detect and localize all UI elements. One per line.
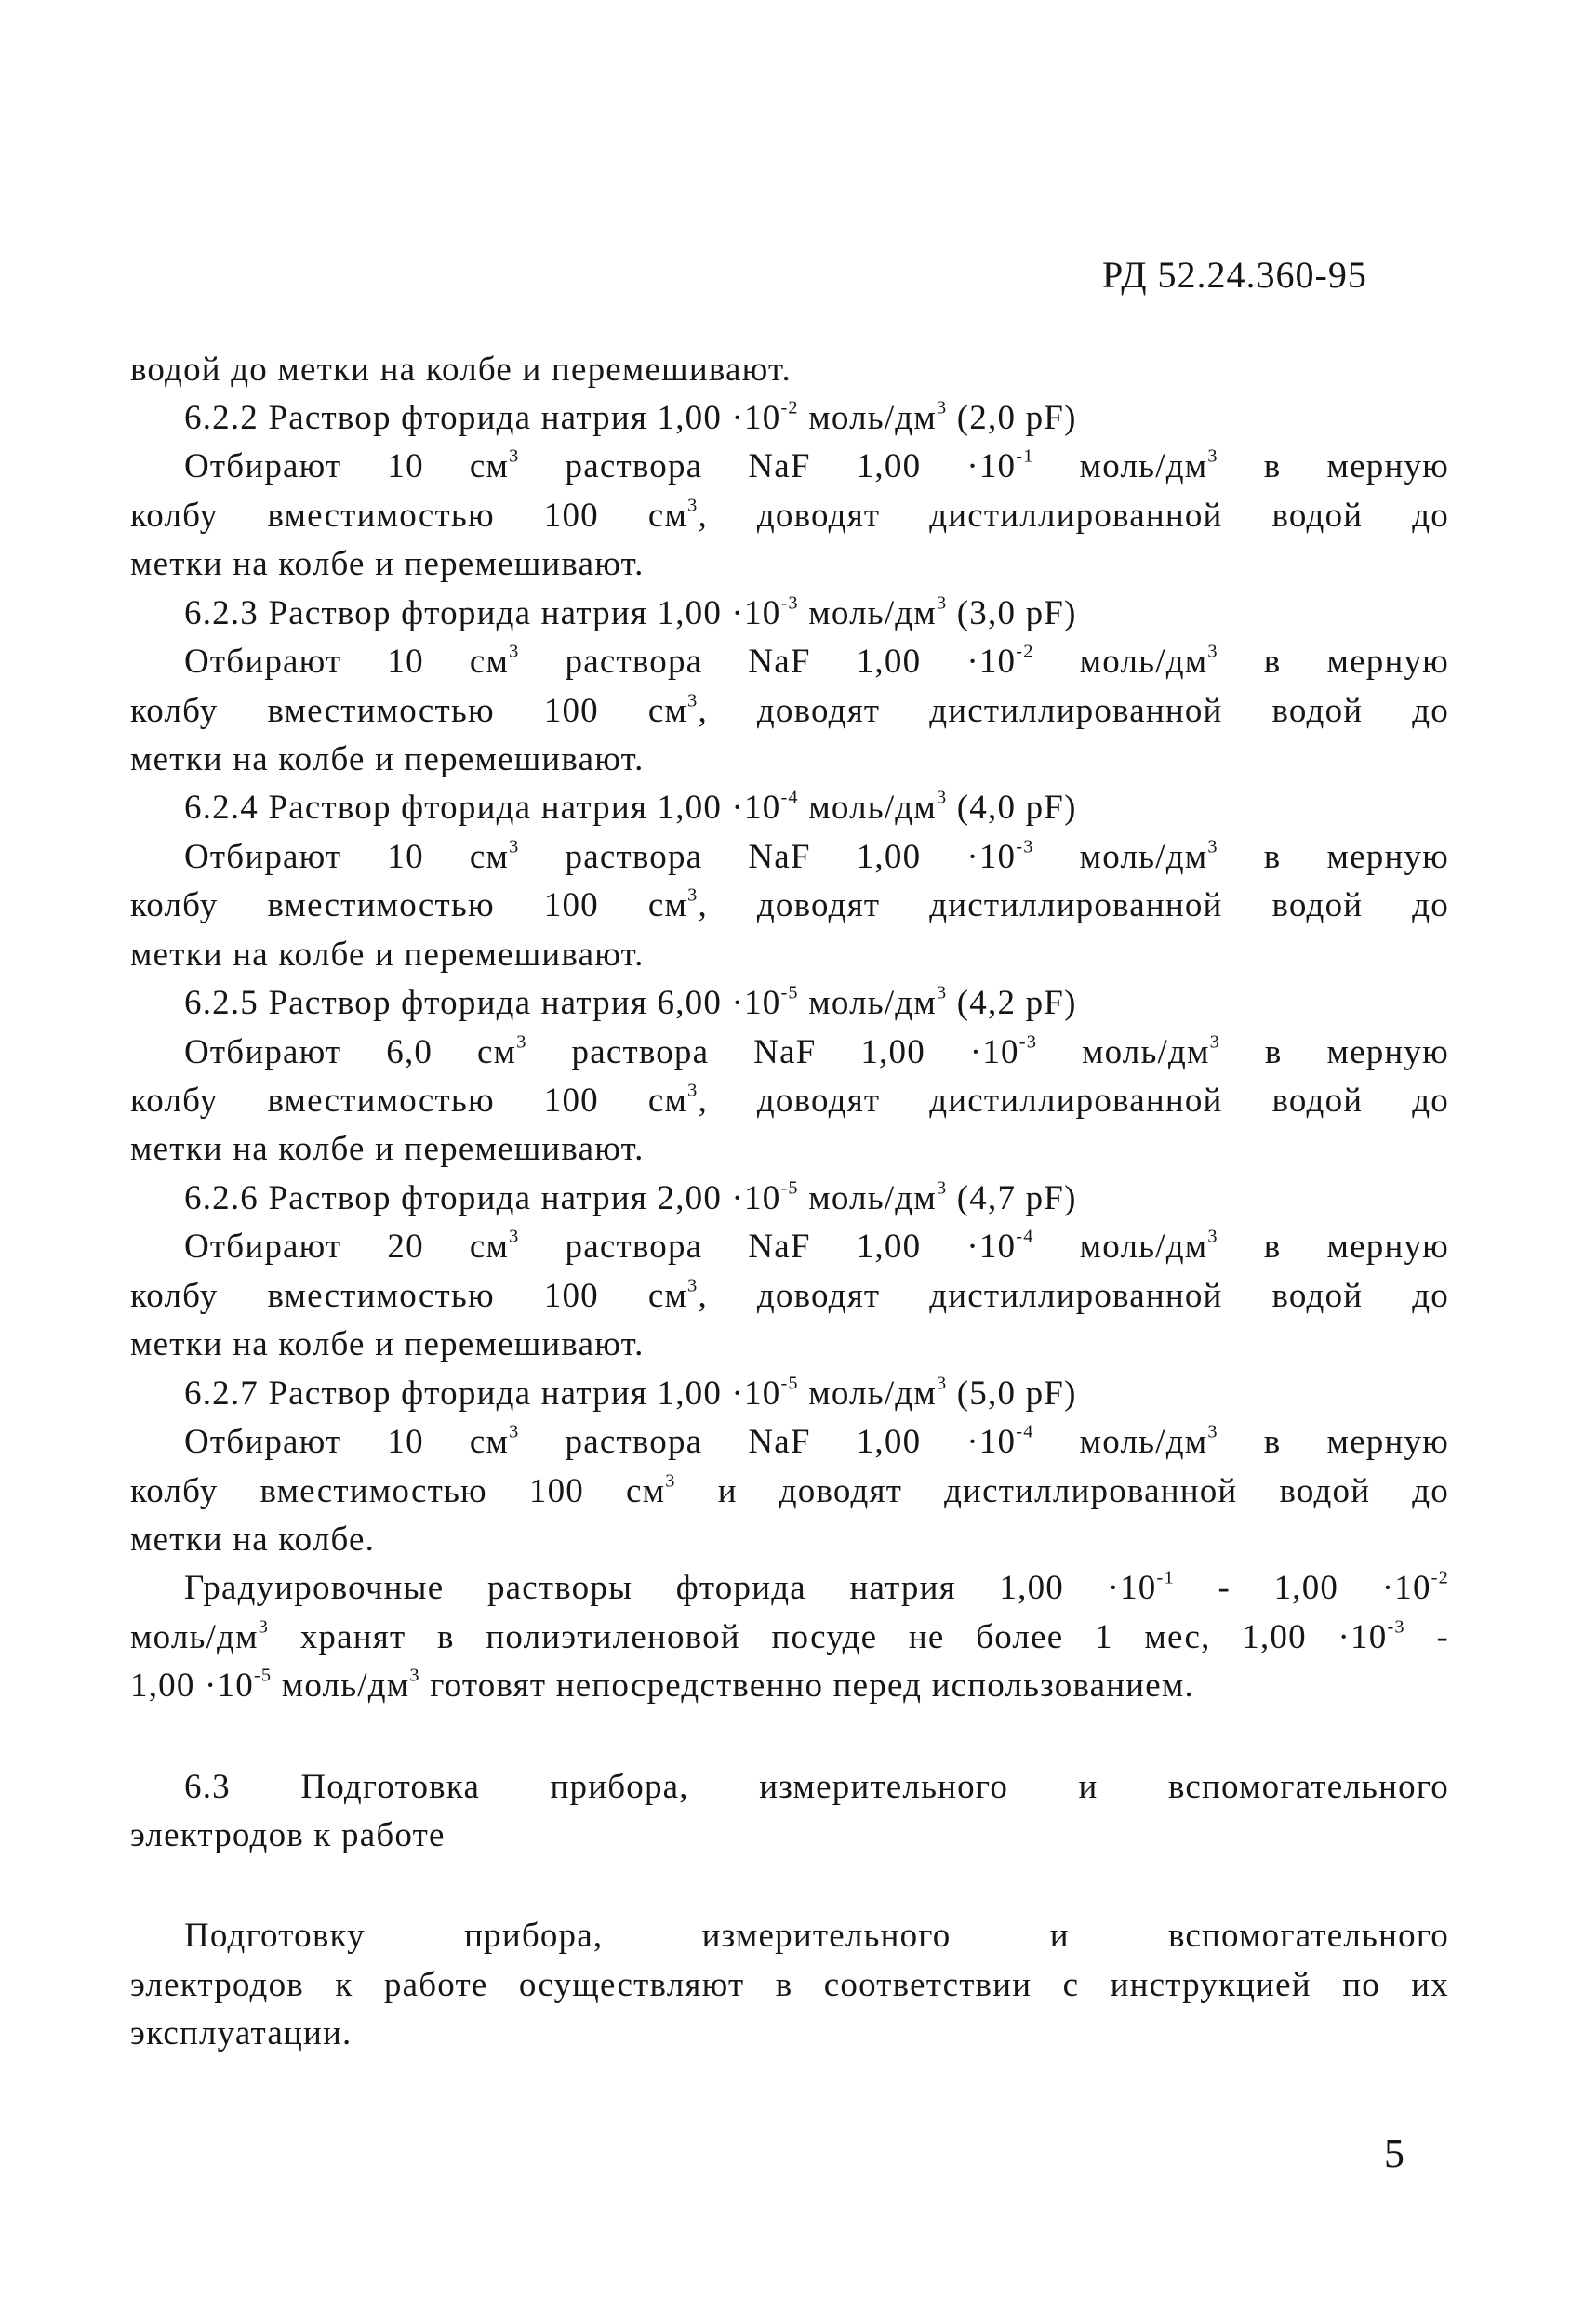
section-heading-6-2-2: 6.2.2 Раствор фторида натрия $1,00 \cdot 10^{-2}$ моль/$дм^3$ (2,0 pF) <box>184 397 1077 437</box>
text-line: метки на колбе и перемешивают. <box>130 545 645 583</box>
text-line: колбу вместимостью 100 $см^3$, доводят дистиллированной водой до <box>130 884 1449 924</box>
text-line: $1,00 \cdot 10^{-5}$ моль/$дм^3$ готовят непосредственно перед использованием. <box>130 1665 1194 1705</box>
text-line: колбу вместимостью 100 $см^3$, доводят дистиллированной водой до <box>130 690 1449 730</box>
section-heading-6-2-6: 6.2.6 Раствор фторида натрия $2,00 \cdot 10^{-5}$ моль/$дм^3$ (4,7 pF) <box>184 1177 1077 1217</box>
text-line: колбу вместимостью 100 $см^3$, доводят дистиллированной водой до <box>130 495 1449 535</box>
section-heading-6-3-cont: электродов к работе <box>130 1816 446 1854</box>
text-line: Подготовку прибора, измерительного и вспомогательного <box>184 1917 1449 1955</box>
text-line: Градуировочные растворы фторида натрия $1,00 \cdot 10^{-1} - 1,00 \cdot 10^{-2}$ <box>184 1567 1450 1607</box>
text-line: Отбирают 10 $см^3$ раствора NaF $1,00 \cdot 10^{-2}$ моль/$дм^3$ в мерную <box>184 641 1449 681</box>
document-code-header: РД 52.24.360-95 <box>1102 254 1367 296</box>
text-line: моль/$дм^3$ хранят в полиэтиленовой посуде не более 1 мес, $1,00 \cdot 10^{-3}$ - <box>130 1616 1449 1656</box>
section-heading-6-2-4: 6.2.4 Раствор фторида натрия $1,00 \cdot 10^{-4}$ моль/$дм^3$ (4,0 pF) <box>184 787 1077 827</box>
text-line: колбу вместимостью 100 $см^3$ и доводят дистиллированной водой до <box>130 1470 1449 1510</box>
text-line: метки на колбе и перемешивают. <box>130 740 645 778</box>
text-line: Отбирают 20 $см^3$ раствора NaF $1,00 \cdot 10^{-4}$ моль/$дм^3$ в мерную <box>184 1226 1449 1266</box>
text-line: метки на колбе и перемешивают. <box>130 1325 645 1363</box>
section-heading-6-2-5: 6.2.5 Раствор фторида натрия $6,00 \cdot 10^{-5}$ моль/$дм^3$ (4,2 pF) <box>184 982 1077 1022</box>
section-heading-6-3: 6.3 Подготовка прибора, измерительного и вспомогательного <box>184 1768 1449 1806</box>
text-line: водой до метки на колбе и перемешивают. <box>130 351 792 389</box>
text-line: Отбирают 10 $см^3$ раствора NaF $1,00 \cdot 10^{-1}$ моль/$дм^3$ в мерную <box>184 445 1449 485</box>
text-line: электродов к работе осуществляют в соответствии с инструкцией по их <box>130 1966 1449 2004</box>
text-line: колбу вместимостью 100 $см^3$, доводят дистиллированной водой до <box>130 1275 1449 1315</box>
text-line: Отбирают 10 $см^3$ раствора NaF $1,00 \cdot 10^{-3}$ моль/$дм^3$ в мерную <box>184 836 1449 876</box>
text-line: метки на колбе. <box>130 1521 376 1559</box>
text-line: метки на колбе и перемешивают. <box>130 936 645 974</box>
section-heading-6-2-3: 6.2.3 Раствор фторида натрия $1,00 \cdot 10^{-3}$ моль/$дм^3$ (3,0 pF) <box>184 592 1077 632</box>
section-heading-6-2-7: 6.2.7 Раствор фторида натрия $1,00 \cdot 10^{-5}$ моль/$дм^3$ (5,0 pF) <box>184 1373 1077 1413</box>
text-line: колбу вместимостью 100 $см^3$, доводят дистиллированной водой до <box>130 1080 1449 1120</box>
page-number: 5 <box>1384 2131 1404 2176</box>
text-line: Отбирают 6,0 $см^3$ раствора NaF $1,00 \cdot 10^{-3}$ моль/$дм^3$ в мерную <box>184 1031 1449 1071</box>
text-line: Отбирают 10 $см^3$ раствора NaF $1,00 \cdot 10^{-4}$ моль/$дм^3$ в мерную <box>184 1421 1449 1461</box>
text-line: метки на колбе и перемешивают. <box>130 1130 645 1168</box>
text-line: эксплуатации. <box>130 2014 353 2052</box>
